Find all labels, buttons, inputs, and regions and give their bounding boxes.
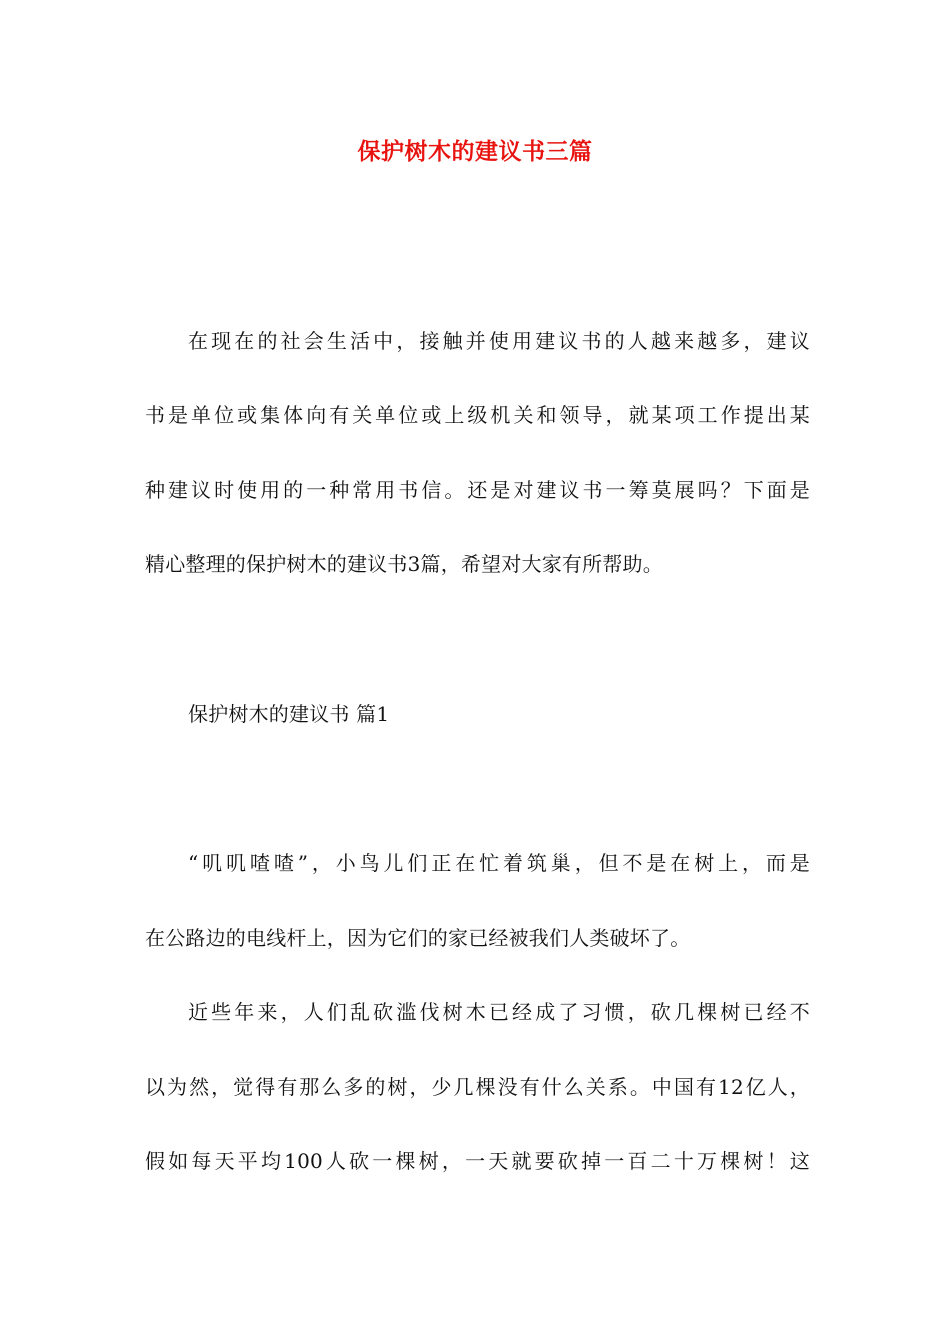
para1-line-2: 在公路边的电线杆上，因为它们的家已经被我们人类破坏了。 bbox=[145, 926, 691, 950]
section-heading: 保护树木的建议书 篇1 bbox=[188, 702, 390, 726]
intro-line-3: 种建议时使用的一种常用书信。还是对建议书一筹莫展吗？下面是 bbox=[145, 478, 810, 502]
intro-line-4: 精心整理的保护树木的建议书3篇，希望对大家有所帮助。 bbox=[145, 552, 663, 576]
para2-line-3: 假如每天平均100人砍一棵树，一天就要砍掉一百二十万棵树！这 bbox=[145, 1149, 810, 1173]
para2-line-1: 近些年来，人们乱砍滥伐树木已经成了习惯，砍几棵树已经不 bbox=[188, 1000, 810, 1024]
para1-line-1: “叽叽喳喳”，小鸟儿们正在忙着筑巢，但不是在树上，而是 bbox=[188, 851, 810, 875]
para2-line-2: 以为然，觉得有那么多的树，少几棵没有什么关系。中国有12亿人， bbox=[145, 1075, 810, 1099]
intro-line-1: 在现在的社会生活中，接触并使用建议书的人越来越多，建议 bbox=[188, 329, 810, 353]
intro-line-2: 书是单位或集体向有关单位或上级机关和领导，就某项工作提出某 bbox=[145, 403, 810, 427]
document-title: 保护树木的建议书三篇 bbox=[357, 138, 593, 165]
